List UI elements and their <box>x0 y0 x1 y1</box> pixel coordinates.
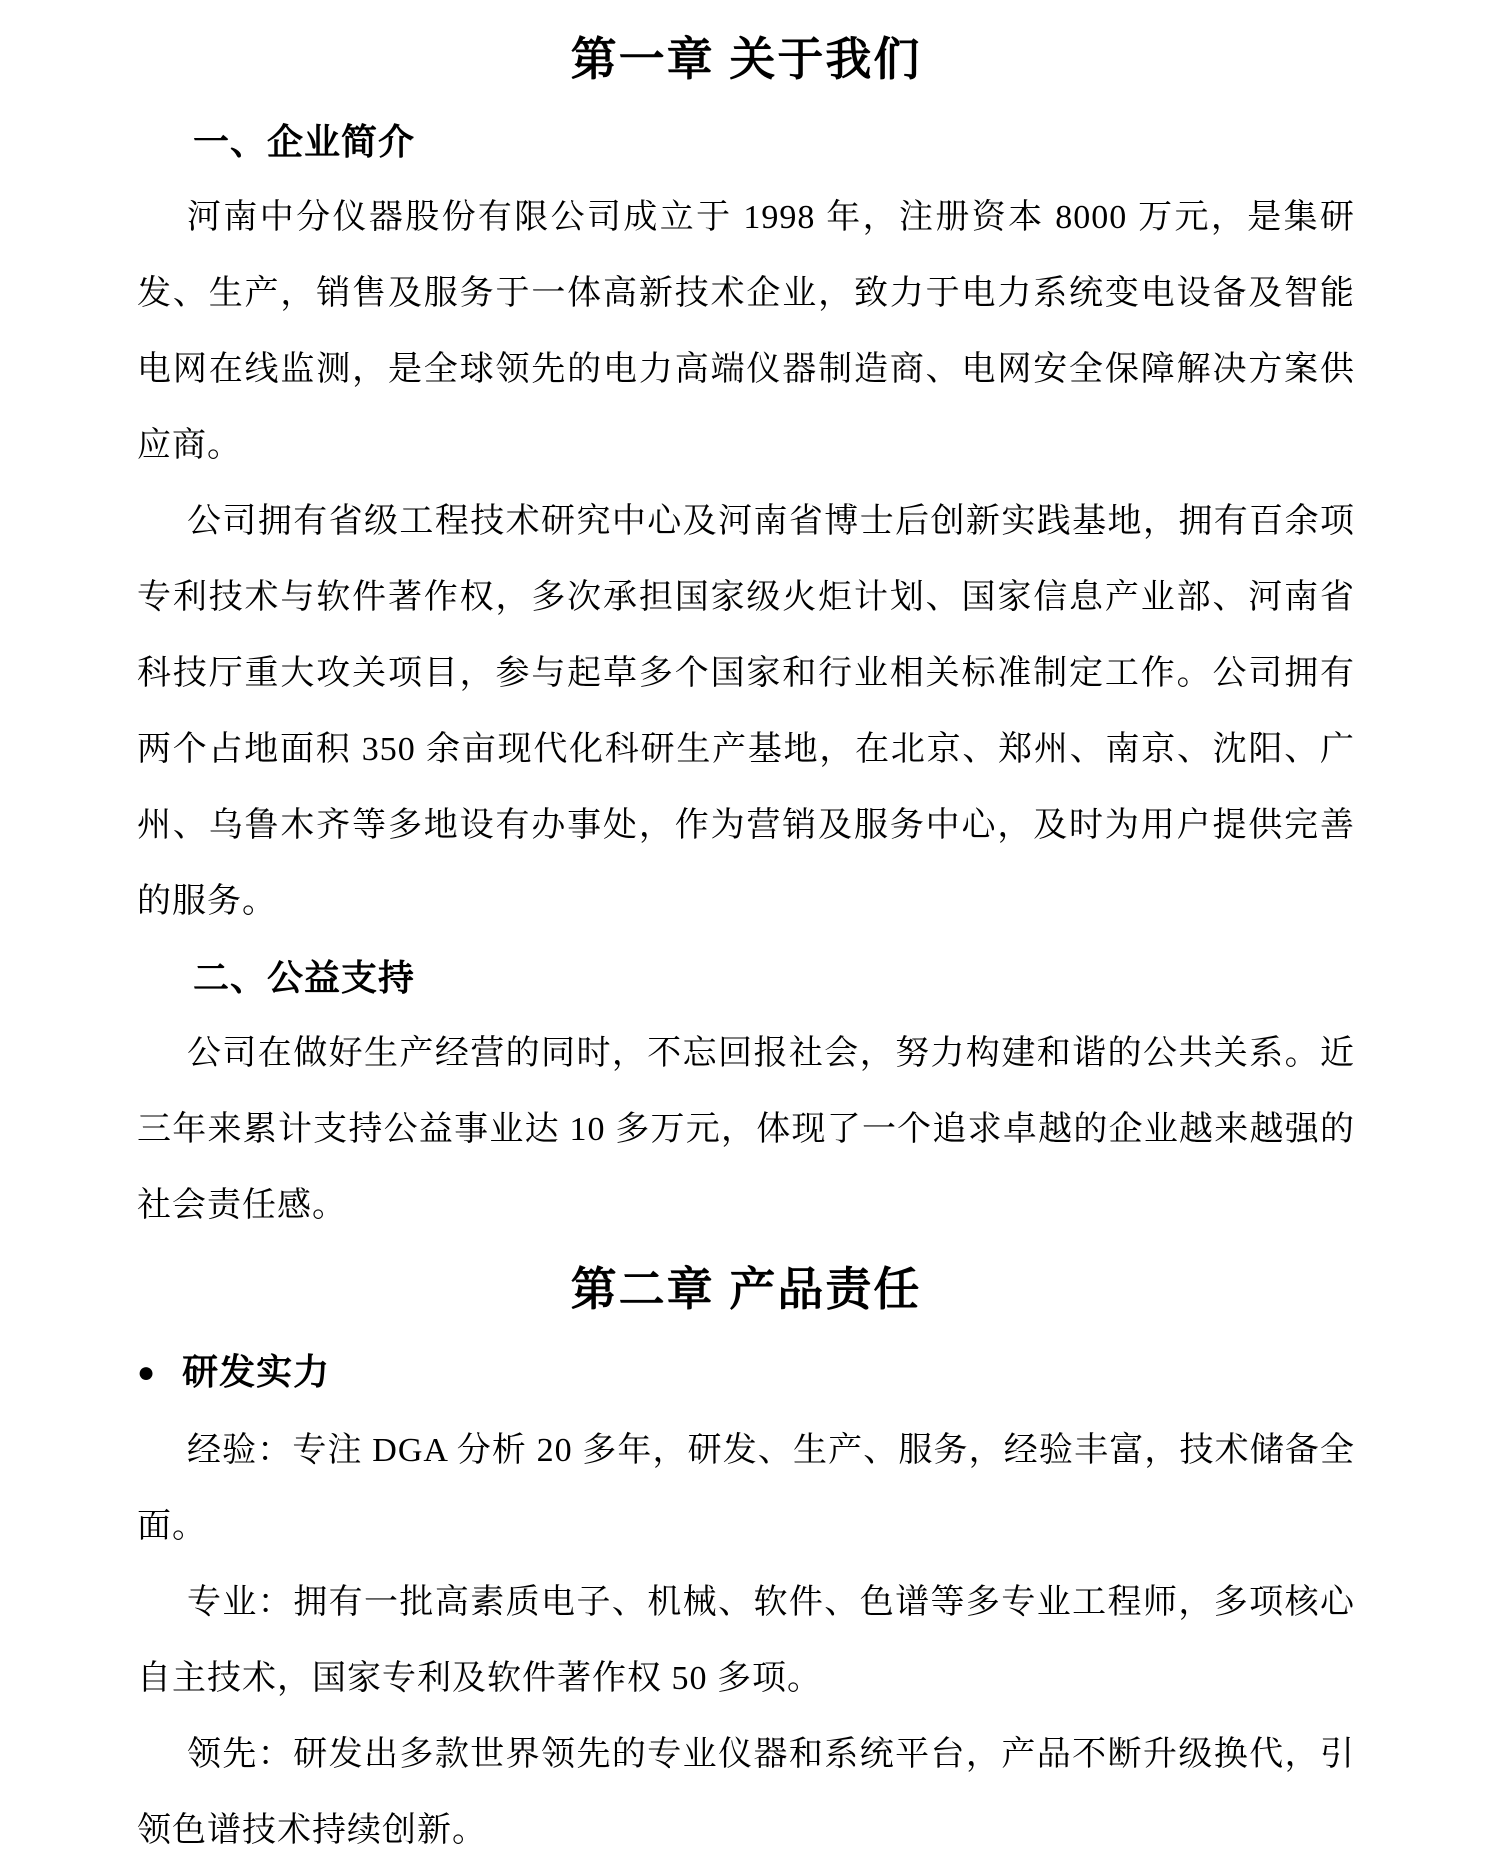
chapter2-title: 第二章 产品责任 <box>570 1263 922 1315</box>
bullet-heading-label: 研发实力 <box>182 1351 331 1392</box>
paragraph-professional: 专业：拥有一批高素质电子、机械、软件、色谱等多专业工程师，多项核心自主技术，国家专利及软件著作权 50 多项。 <box>137 1584 1355 1697</box>
paragraph-company-rd-bases: 公司拥有省级工程技术研究中心及河南省博士后创新实践基地，拥有百余项专利技术与软件著作权，多次承担国家级火炬计划、国家信息产业部、河南省科技厅重大攻关项目，参与起草多个国家和行业相关标准制定工作。公司拥有两个占地面积 350 余亩现代化科研生产基地，在北京、郑州、南京、沈阳、广州、乌鲁木齐等多地设有办事处，作为营销及服务中心，及时为用户提供完善的服务。 <box>137 503 1355 920</box>
chapter1-title: 第一章 关于我们 <box>570 33 922 85</box>
section-heading-company-profile: 一、企业简介 <box>193 121 416 162</box>
paragraph-experience: 经验：专注 DGA 分析 20 多年，研发、生产、服务，经验丰富，技术储备全面。 <box>137 1432 1355 1545</box>
paragraph-public-welfare: 公司在做好生产经营的同时，不忘回报社会，努力构建和谐的公共关系。近三年来累计支持公益事业达 10 多万元，体现了一个追求卓越的企业越来越强的社会责任感。 <box>137 1035 1355 1224</box>
bullet-heading-rd-strength <box>137 1334 1355 1413</box>
paragraph-company-founding: 河南中分仪器股份有限公司成立于 1998 年，注册资本 8000 万元，是集研发、生产，销售及服务于一体高新技术企业，致力于电力系统变电设备及智能电网在线监测，是全球领先的电力高端仪器制造商、电网安全保障解决方案供应商。 <box>137 199 1355 464</box>
bullet-dot-icon: ● <box>137 1356 157 1389</box>
section-heading-public-welfare: 二、公益支持 <box>193 957 416 998</box>
paragraph-leading: 领先：研发出多款世界领先的专业仪器和系统平台，产品不断升级换代，引领色谱技术持续创新。 <box>137 1736 1355 1849</box>
